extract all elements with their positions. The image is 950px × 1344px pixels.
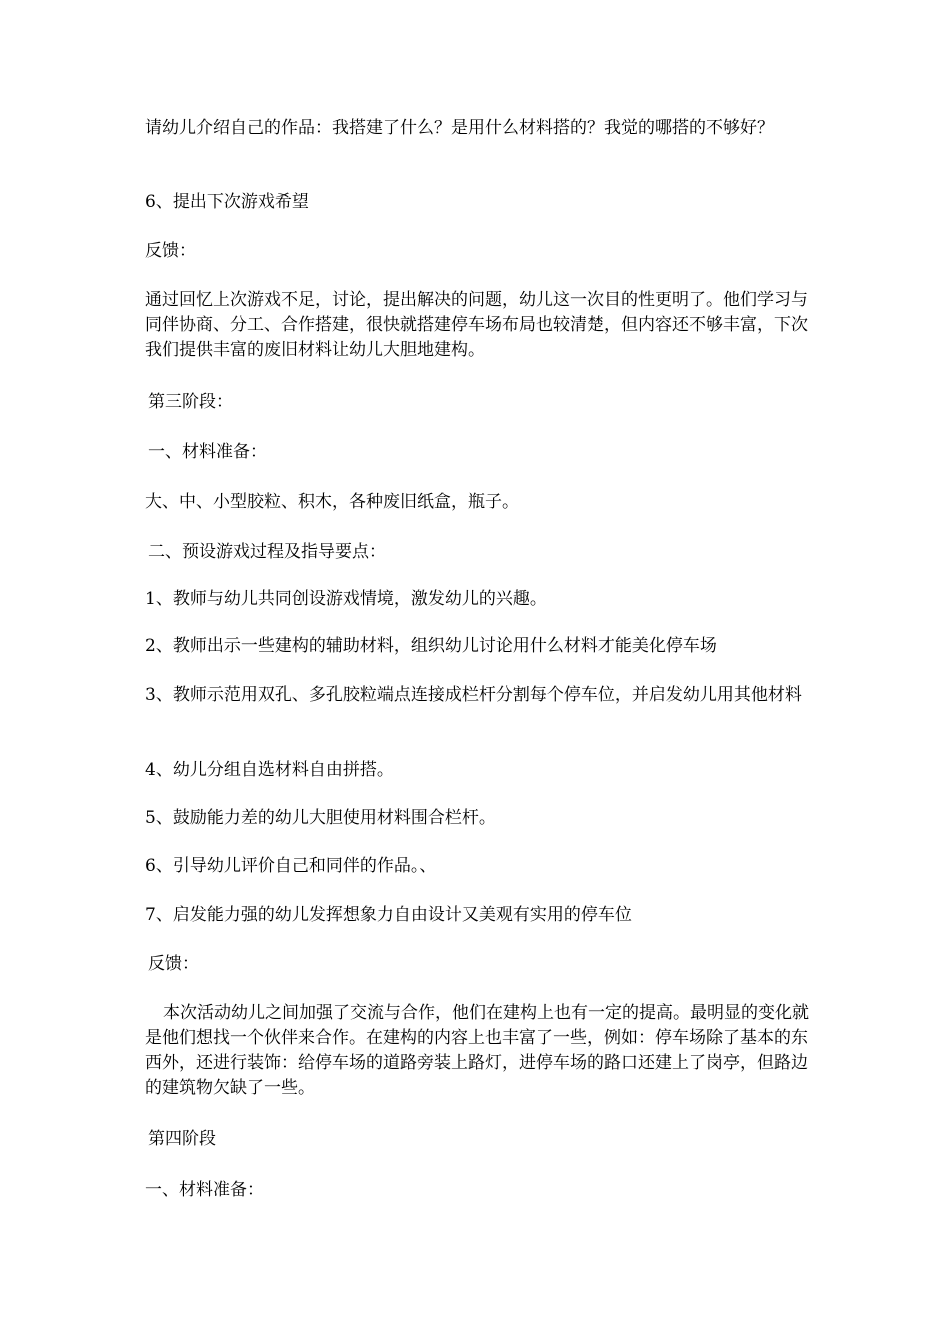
paragraph-feedback-1: 通过回忆上次游戏不足，讨论，提出解决的问题，幼儿这一次目的性更明了。他们学习与同伴协商、分工、合作搭建，很快就搭建停车场布局也较清楚，但内容还不够丰富，下次我们提供丰富的废旧材料让幼儿大胆地建构。 bbox=[145, 290, 808, 360]
list-item-4: 4、幼儿分组自选材料自由拼搭。 bbox=[145, 760, 394, 780]
list-item-3: 3、教师示范用双孔、多孔胶粒端点连接成栏杆分割每个停车位，并启发幼儿用其他材料 bbox=[145, 685, 802, 705]
heading-materials-1: 一、材料准备： bbox=[148, 442, 267, 462]
paragraph-feedback-label-1: 反馈： bbox=[145, 241, 196, 261]
paragraph-intro-works: 请幼儿介绍自己的作品：我搭建了什么？是用什么材料搭的？我觉的哪搭的不够好？ bbox=[145, 118, 774, 138]
heading-process-guidance: 二、预设游戏过程及指导要点： bbox=[148, 542, 386, 562]
heading-stage-four: 第四阶段 bbox=[148, 1129, 216, 1149]
heading-stage-three: 第三阶段： bbox=[148, 392, 233, 412]
list-item-6: 6、引导幼儿评价自己和同伴的作品。、 bbox=[145, 856, 437, 876]
list-item-1: 1、教师与幼儿共同创设游戏情境，激发幼儿的兴趣。 bbox=[145, 589, 547, 609]
heading-materials-2: 一、材料准备： bbox=[145, 1180, 264, 1200]
paragraph-step-6-next-hopes: 6、提出下次游戏希望 bbox=[145, 192, 309, 212]
paragraph-feedback-2: 本次活动幼儿之间加强了交流与合作，他们在建构上也有一定的提高。最明显的变化就是他们想找一个伙伴来合作。在建构的内容上也丰富了一些，例如：停车场除了基本的东西外，还进行装饰：给停车场的道路旁装上路灯，进停车场的路口还建上了岗亭，但路边的建筑物欠缺了一些。 bbox=[145, 1003, 809, 1098]
list-item-5: 5、鼓励能力差的幼儿大胆使用材料围合栏杆。 bbox=[145, 808, 496, 828]
list-item-2: 2、教师出示一些建构的辅助材料，组织幼儿讨论用什么材料才能美化停车场 bbox=[145, 636, 717, 656]
paragraph-materials-list: 大、中、小型胶粒、积木，各种废旧纸盒，瓶子。 bbox=[145, 492, 519, 512]
paragraph-feedback-label-2: 反馈： bbox=[148, 954, 199, 974]
list-item-7: 7、启发能力强的幼儿发挥想象力自由设计又美观有实用的停车位 bbox=[145, 905, 632, 925]
